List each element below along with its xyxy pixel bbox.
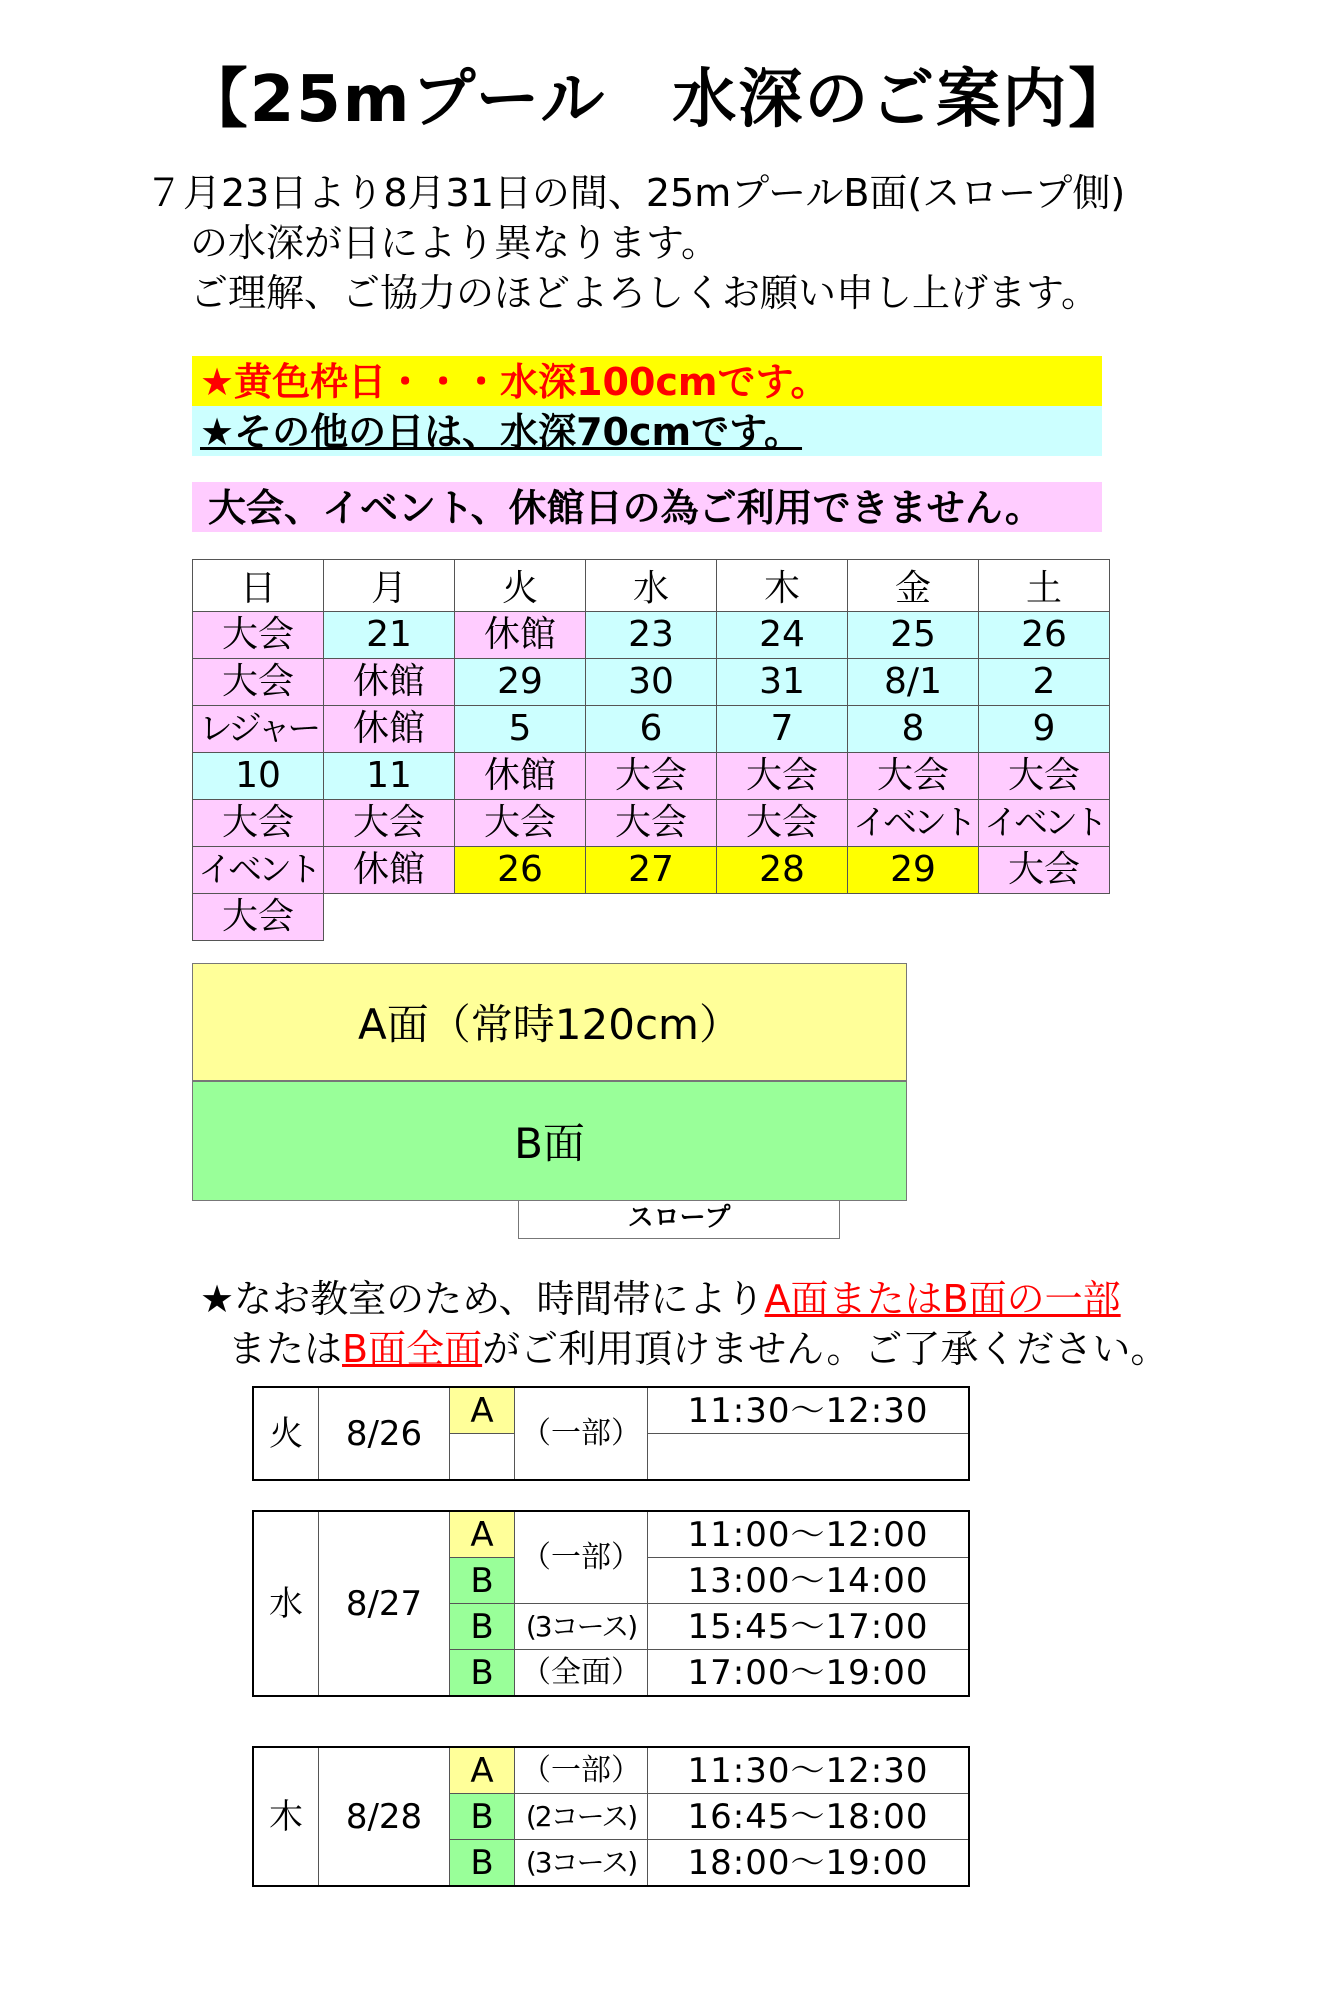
schedule-time: 11:30～12:30 bbox=[648, 1387, 970, 1434]
schedule-side: B bbox=[450, 1650, 515, 1697]
schedule-side: B bbox=[450, 1840, 515, 1887]
schedule-row bbox=[253, 1387, 969, 1434]
calendar-cell: 休館 bbox=[324, 706, 455, 753]
schedule-side: B bbox=[450, 1794, 515, 1840]
calendar-row bbox=[193, 894, 1110, 941]
weekday-sun: 日 bbox=[193, 560, 324, 612]
calendar-cell: 大会 bbox=[979, 847, 1110, 894]
calendar-cell: 31 bbox=[717, 659, 848, 706]
calendar-table bbox=[192, 559, 1110, 941]
calendar-cell: 24 bbox=[717, 612, 848, 659]
calendar-cell: 23 bbox=[586, 612, 717, 659]
calendar-cell: 8/1 bbox=[848, 659, 979, 706]
calendar-cell: 5 bbox=[455, 706, 586, 753]
schedule-time: 18:00～19:00 bbox=[648, 1840, 970, 1887]
intro-line-1: ７月23日より8月31日の間、25mプールB面(スロープ側) bbox=[145, 171, 1126, 215]
calendar-empty-cell bbox=[979, 894, 1110, 941]
schedule-side bbox=[450, 1434, 515, 1481]
weekday-tue: 火 bbox=[455, 560, 586, 612]
calendar-cell: 11 bbox=[324, 753, 455, 800]
schedule-weekday: 水 bbox=[253, 1511, 319, 1696]
schedule-time: 13:00～14:00 bbox=[648, 1558, 970, 1604]
legend-other-text: ★その他の日は、水深70cmです。 bbox=[200, 410, 803, 454]
schedule-date: 8/27 bbox=[319, 1511, 450, 1696]
note-line-2-red: B面全面 bbox=[342, 1327, 483, 1371]
legend-other-days bbox=[192, 406, 1102, 456]
calendar-cell: 休館 bbox=[455, 753, 586, 800]
calendar-empty-cell bbox=[324, 894, 455, 941]
calendar-cell: 2 bbox=[979, 659, 1110, 706]
legend-yellow-day: ★黄色枠日・・・水深100cmです。 bbox=[192, 356, 1102, 406]
pool-side-a: A面（常時120cm） bbox=[192, 963, 907, 1081]
calendar-cell: 6 bbox=[586, 706, 717, 753]
pool-side-b: B面 bbox=[192, 1081, 907, 1201]
schedule-part: （一部） bbox=[515, 1747, 648, 1794]
calendar-cell: 大会 bbox=[193, 894, 324, 941]
note-line-2 bbox=[228, 1318, 1168, 1373]
calendar-header-row bbox=[193, 560, 1110, 612]
calendar-cell: 大会 bbox=[193, 800, 324, 847]
calendar-cell: 25 bbox=[848, 612, 979, 659]
calendar-cell: 10 bbox=[193, 753, 324, 800]
calendar-row bbox=[193, 706, 1110, 753]
calendar-cell: 29 bbox=[455, 659, 586, 706]
calendar-cell: 9 bbox=[979, 706, 1110, 753]
note-line-2-prefix: または bbox=[228, 1327, 343, 1371]
calendar-cell: 大会 bbox=[193, 612, 324, 659]
schedule-date: 8/28 bbox=[319, 1747, 450, 1886]
weekday-wed: 水 bbox=[586, 560, 717, 612]
calendar-cell: 大会 bbox=[586, 800, 717, 847]
schedule-side: B bbox=[450, 1604, 515, 1650]
calendar-cell: 30 bbox=[586, 659, 717, 706]
calendar-body bbox=[193, 612, 1110, 941]
schedule-time: 17:00～19:00 bbox=[648, 1650, 970, 1697]
calendar-row bbox=[193, 753, 1110, 800]
weekday-thu: 木 bbox=[717, 560, 848, 612]
schedule-part: （全面） bbox=[515, 1650, 648, 1697]
calendar-row bbox=[193, 847, 1110, 894]
calendar-cell: レジャー bbox=[193, 706, 324, 753]
calendar-cell: 29 bbox=[848, 847, 979, 894]
schedule-side: A bbox=[450, 1511, 515, 1558]
schedule-time: 11:30～12:30 bbox=[648, 1747, 970, 1794]
schedule-part: (3コース) bbox=[515, 1840, 648, 1887]
legend-closed: 大会、イベント、休館日の為ご利用できません。 bbox=[192, 482, 1102, 532]
schedule-part: （一部） bbox=[515, 1387, 648, 1480]
note-line-1-prefix: ★なお教室のため、時間帯により bbox=[200, 1277, 765, 1321]
note-line-1-red: A面またはB面の一部 bbox=[764, 1277, 1121, 1321]
schedule-table-thu bbox=[252, 1746, 970, 1887]
calendar-cell: 大会 bbox=[717, 753, 848, 800]
calendar-cell: 休館 bbox=[455, 612, 586, 659]
schedule-weekday: 木 bbox=[253, 1747, 319, 1886]
calendar-cell: イベント bbox=[979, 800, 1110, 847]
calendar-cell: 大会 bbox=[324, 800, 455, 847]
pool-slope: スロープ bbox=[518, 1201, 840, 1239]
schedule-table-wed bbox=[252, 1510, 970, 1697]
calendar-row bbox=[193, 800, 1110, 847]
calendar-cell: 大会 bbox=[848, 753, 979, 800]
calendar-cell: 21 bbox=[324, 612, 455, 659]
note-line-2-suffix: がご利用頂けません。ご了承ください。 bbox=[482, 1327, 1169, 1371]
calendar-cell: 大会 bbox=[717, 800, 848, 847]
calendar-cell: 26 bbox=[455, 847, 586, 894]
calendar-cell: 休館 bbox=[324, 847, 455, 894]
calendar-cell: 大会 bbox=[455, 800, 586, 847]
intro-line-3: ご理解、ご協力のほどよろしくお願い申し上げます。 bbox=[190, 271, 1099, 315]
schedule-part: (3コース) bbox=[515, 1604, 648, 1650]
note-line-1 bbox=[200, 1268, 1121, 1323]
schedule-date: 8/26 bbox=[319, 1387, 450, 1480]
weekday-mon: 月 bbox=[324, 560, 455, 612]
schedule-row bbox=[253, 1511, 969, 1558]
calendar-cell: 7 bbox=[717, 706, 848, 753]
calendar-cell: 大会 bbox=[586, 753, 717, 800]
schedule-time: 16:45～18:00 bbox=[648, 1794, 970, 1840]
schedule-part: (2コース) bbox=[515, 1794, 648, 1840]
schedule-row bbox=[253, 1747, 969, 1794]
calendar-cell: 大会 bbox=[979, 753, 1110, 800]
schedule-side: B bbox=[450, 1558, 515, 1604]
page-title: 【25mプール 水深のご案内】 bbox=[183, 63, 1135, 137]
schedule-time: 11:00～12:00 bbox=[648, 1511, 970, 1558]
calendar-cell: 28 bbox=[717, 847, 848, 894]
calendar-empty-cell bbox=[717, 894, 848, 941]
calendar-empty-cell bbox=[586, 894, 717, 941]
schedule-weekday: 火 bbox=[253, 1387, 319, 1480]
calendar-cell: 休館 bbox=[324, 659, 455, 706]
calendar-empty-cell bbox=[848, 894, 979, 941]
schedule-time bbox=[648, 1434, 970, 1481]
calendar-row bbox=[193, 659, 1110, 706]
calendar-cell: イベント bbox=[193, 847, 324, 894]
schedule-time: 15:45～17:00 bbox=[648, 1604, 970, 1650]
calendar-cell: 26 bbox=[979, 612, 1110, 659]
weekday-sat: 土 bbox=[979, 560, 1110, 612]
calendar-cell: イベント bbox=[848, 800, 979, 847]
calendar-cell: 大会 bbox=[193, 659, 324, 706]
calendar-row bbox=[193, 612, 1110, 659]
schedule-side: A bbox=[450, 1747, 515, 1794]
schedule-part: （一部） bbox=[515, 1511, 648, 1604]
schedule-table-tue bbox=[252, 1386, 970, 1481]
intro-line-2: の水深が日により異なります。 bbox=[190, 221, 719, 265]
calendar-empty-cell bbox=[455, 894, 586, 941]
weekday-fri: 金 bbox=[848, 560, 979, 612]
calendar-cell: 27 bbox=[586, 847, 717, 894]
schedule-side: A bbox=[450, 1387, 515, 1434]
calendar-cell: 8 bbox=[848, 706, 979, 753]
